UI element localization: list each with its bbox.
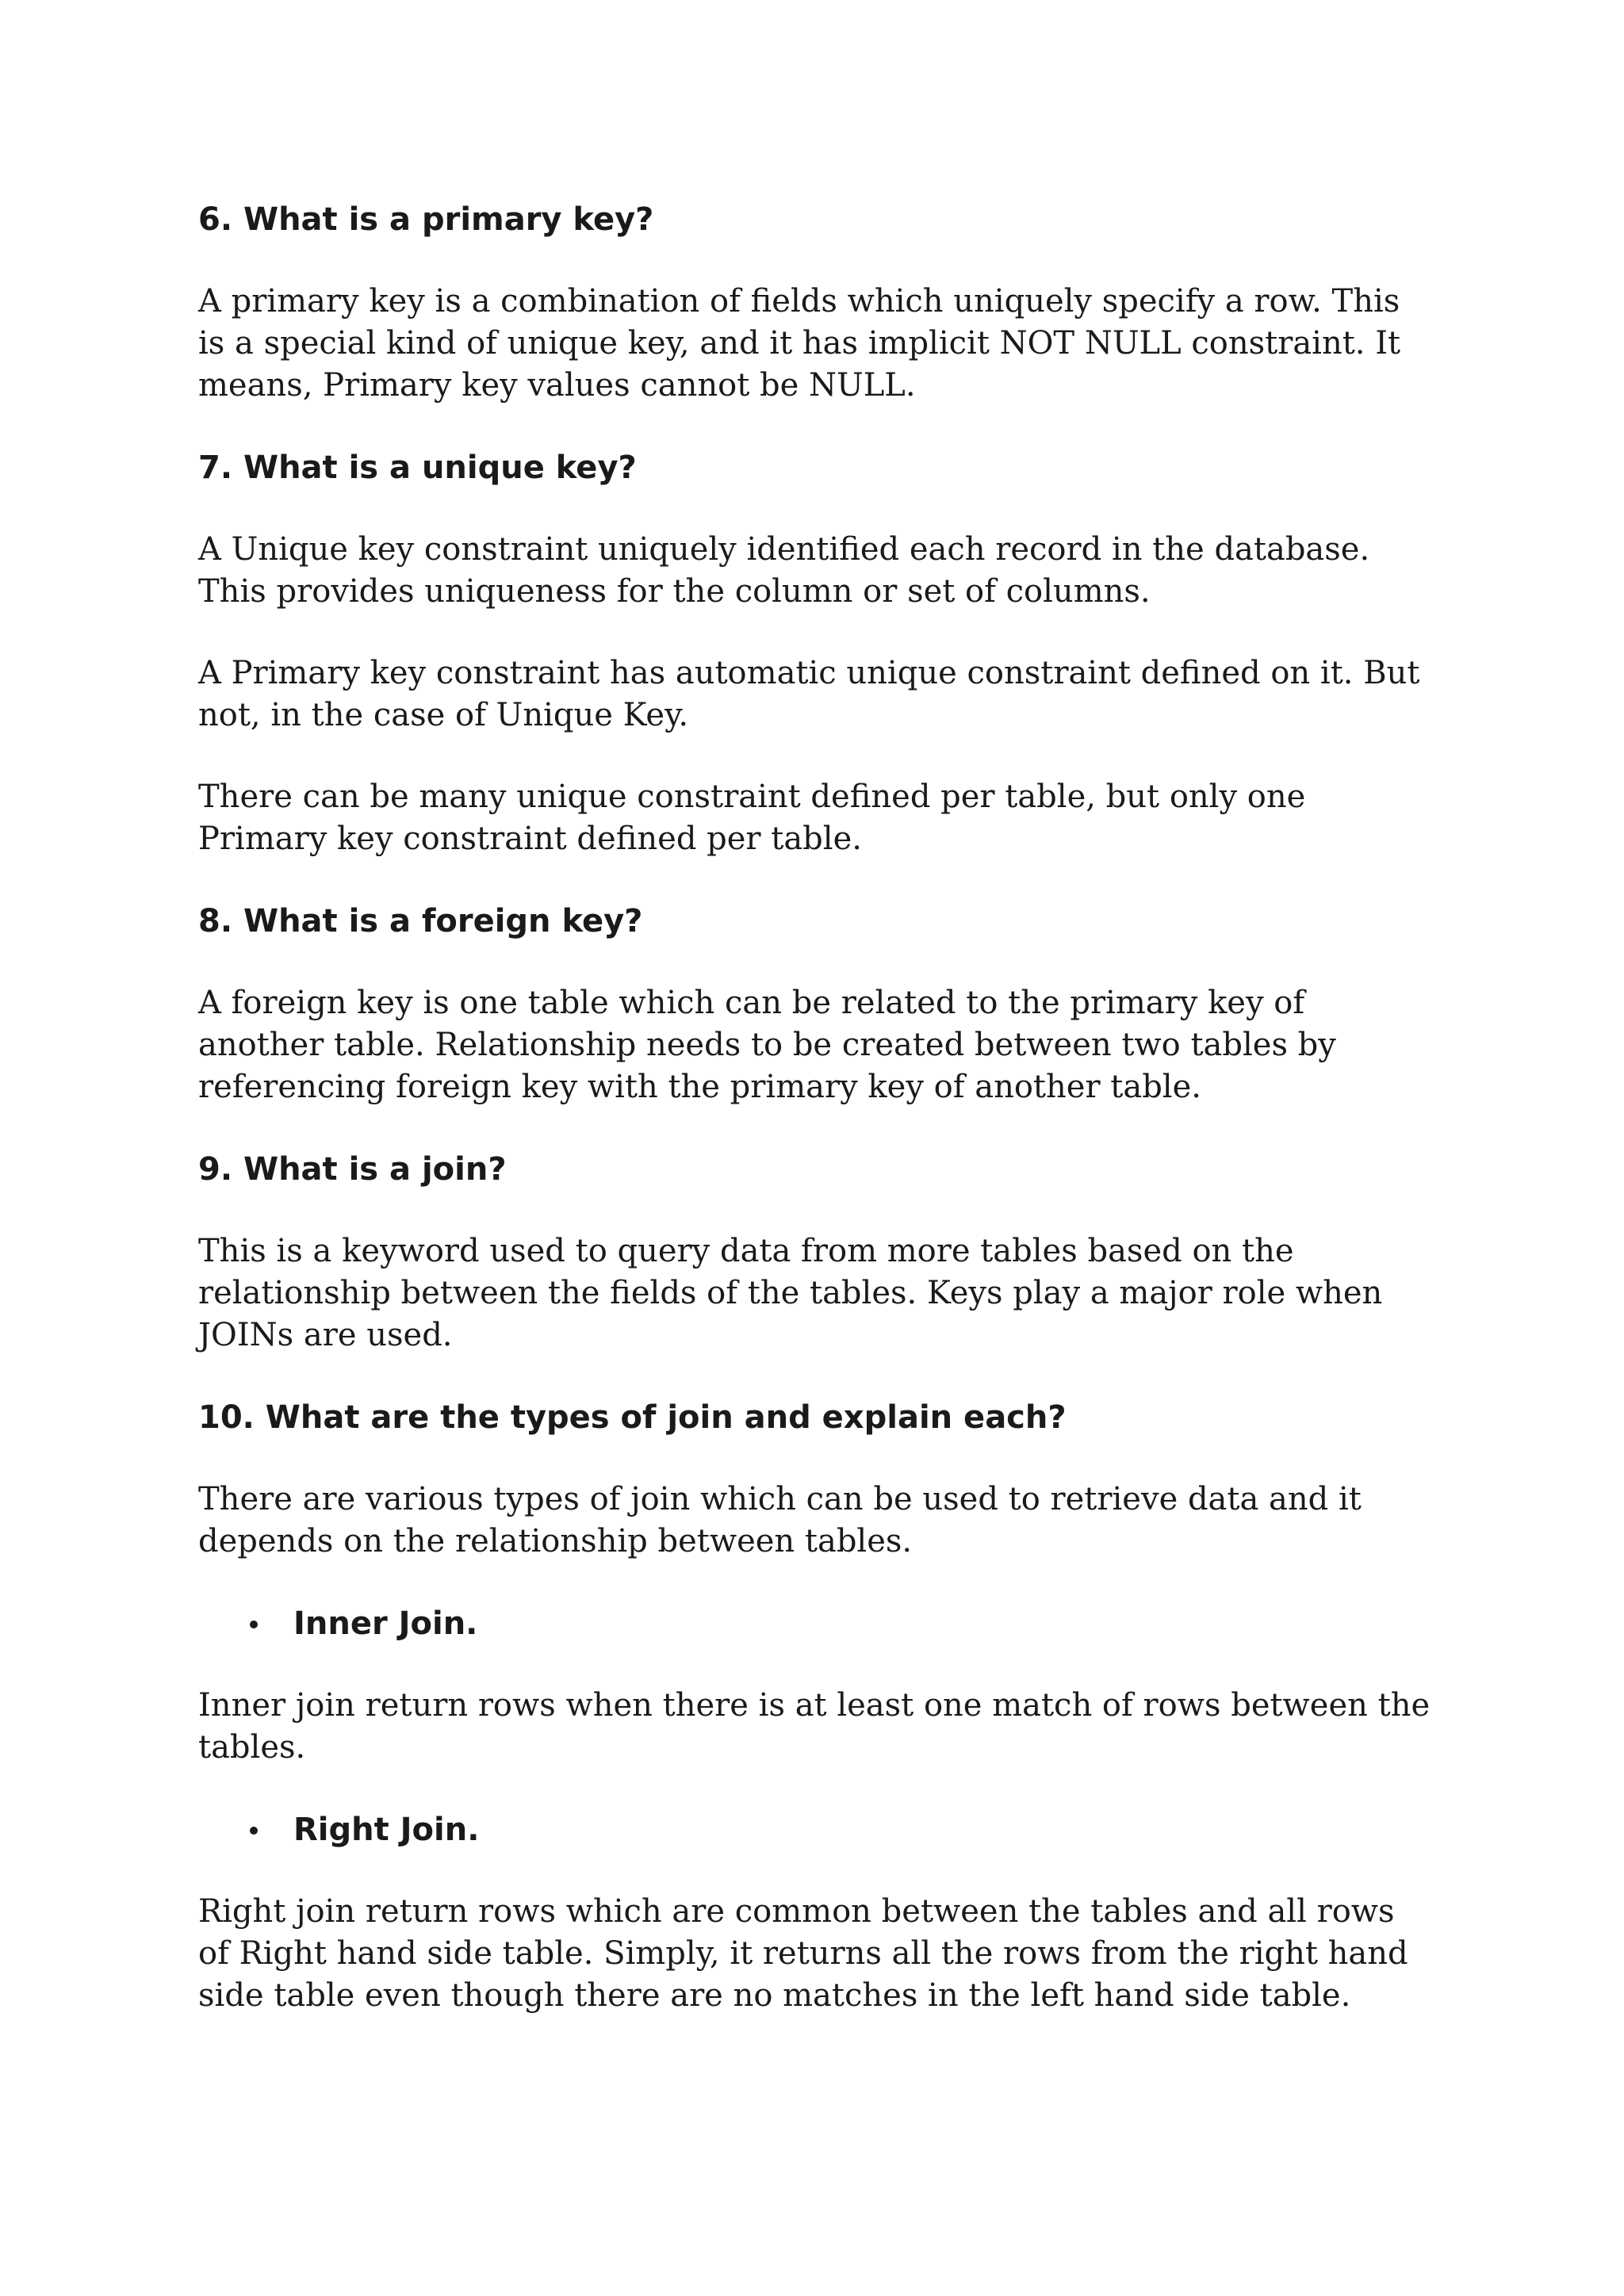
question-10-heading: 10. What are the types of join and explain each? (198, 1399, 1067, 1436)
right-join-bullet (198, 1808, 1435, 1851)
question-6-heading: 6. What is a primary key? (198, 201, 654, 238)
right-join-answer: Right join return rows which are common between the tables and all rows of Right hand side table. Simply, it returns all the rows from the right hand side table even though there are no matches in the left hand side table. (198, 1893, 1408, 2014)
inner-join-label: Inner Join. (293, 1605, 478, 1642)
document-page (198, 198, 1435, 2057)
join-answer: This is a keyword used to query data from more tables based on the relationship between the fields of the tables. Keys play a major role when JOINs are used. (198, 1233, 1383, 1353)
question-9-heading: 9. What is a join? (198, 1151, 507, 1188)
inner-join-bullet (198, 1602, 1435, 1645)
foreign-key-answer: A foreign key is one table which can be related to the primary key of another table. Relationship needs to be created between two tables by referencing foreign key with the primary key of another table. (198, 985, 1336, 1105)
right-join-label: Right Join. (293, 1812, 480, 1848)
bullet-icon (250, 1827, 258, 1835)
question-7-heading: 7. What is a unique key? (198, 450, 637, 486)
primary-key-answer: A primary key is a combination of fields which uniquely specify a row. This is a special kind of unique key, and it has implicit NOT NULL constraint. It means, Primary key values cannot be NULL. (198, 283, 1401, 404)
bullet-icon (250, 1621, 258, 1628)
unique-key-answer-1: A Unique key constraint uniquely identified each record in the database. This provides uniqueness for the column or set of columns. (198, 531, 1370, 610)
question-8-heading: 8. What is a foreign key? (198, 903, 643, 939)
inner-join-answer: Inner join return rows when there is at least one match of rows between the tables. (198, 1687, 1431, 1766)
unique-key-answer-2: A Primary key constraint has automatic unique constraint defined on it. But not, in the case of Unique Key. (198, 655, 1420, 733)
join-types-intro: There are various types of join which can be used to retrieve data and it depends on the relationship between tables. (198, 1481, 1362, 1559)
unique-key-answer-3: There can be many unique constraint defined per table, but only one Primary key constraint defined per table. (198, 779, 1306, 857)
